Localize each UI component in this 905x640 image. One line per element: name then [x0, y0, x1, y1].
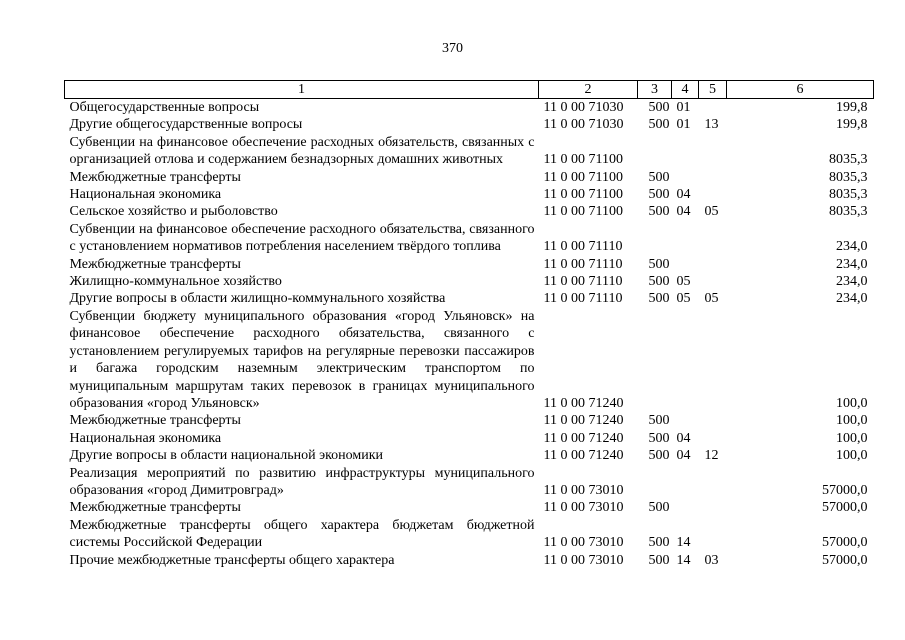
table-row: [65, 447, 874, 464]
row-target-code: 11 0 00 73010: [543, 500, 624, 516]
row-amount: 100,0: [836, 413, 868, 429]
row-subsection: 04: [676, 204, 691, 220]
row-name: Другие вопросы в области жилищно-коммунального хозяйства: [69, 291, 446, 307]
row-expense-type: 03: [704, 552, 719, 568]
row-name: Реализация мероприятий по развитию инфраструктуры муниципального образования «город Димитровград»: [69, 465, 535, 498]
row-target-code: 11 0 00 73010: [543, 552, 624, 568]
row-subsection: 04: [676, 187, 691, 203]
row-expense-type: [699, 169, 727, 186]
row-expense-type: [699, 465, 727, 500]
page-number: 370: [442, 41, 463, 56]
row-subsection: 14: [676, 535, 691, 551]
header-col-3: 3: [638, 81, 672, 99]
row-amount: 100,0: [836, 448, 868, 464]
row-section: [638, 221, 672, 256]
row-subsection: 01: [676, 100, 691, 115]
row-amount: 57000,0: [822, 535, 868, 551]
row-expense-type: [699, 256, 727, 273]
row-target-code: 11 0 00 71110: [543, 291, 623, 307]
row-expense-type: [699, 308, 727, 412]
table-row: [65, 290, 874, 307]
row-subsection: 01: [676, 117, 691, 133]
table-row: [65, 412, 874, 429]
row-section: 500: [648, 274, 670, 290]
table-row: [65, 256, 874, 273]
row-subsection: 04: [676, 448, 691, 464]
table-row: [65, 203, 874, 220]
row-target-code: 11 0 00 71030: [543, 117, 624, 133]
row-target-code: 11 0 00 71100: [543, 204, 623, 220]
row-target-code: 11 0 00 71030: [543, 100, 624, 115]
row-subsection: [672, 308, 699, 412]
row-name: Субвенции на финансовое обеспечение расходных обязательств, связанных с организацией отлова и содержанием безнадзорных домашних животных: [69, 134, 535, 168]
table-row: [65, 169, 874, 186]
row-target-code: 11 0 00 71110: [543, 274, 623, 290]
row-name: Другие вопросы в области национальной экономики: [69, 448, 384, 464]
row-name: Прочие межбюджетные трансферты общего характера: [69, 552, 395, 568]
row-target-code: 11 0 00 71100: [543, 187, 623, 203]
table-row: [65, 99, 874, 117]
row-section: 500: [648, 256, 670, 272]
row-expense-type: [699, 517, 727, 552]
row-section: [638, 465, 672, 500]
row-name: Субвенции бюджету муниципального образования «город Ульяновск» на финансовое обеспечение расходного обязательства, связанного с установлением регулируемых тарифов на регулярные перевозки пассажиров и багажа городским наземным электрическим транспортом по муниципальным маршрутам таких перевозок в границах муниципального образования «город Ульяновск»: [69, 308, 535, 411]
row-expense-type: [699, 499, 727, 516]
row-expense-type: [699, 430, 727, 447]
row-expense-type: 05: [704, 204, 719, 220]
header-col-4: 4: [672, 81, 699, 99]
header-col-1: 1: [65, 81, 539, 99]
row-subsection: [672, 465, 699, 500]
row-section: 500: [648, 204, 670, 220]
row-name: Общегосударственные вопросы: [69, 100, 260, 115]
row-target-code: 11 0 00 71110: [543, 256, 623, 272]
row-expense-type: 12: [704, 448, 719, 464]
row-amount: 234,0: [836, 274, 868, 290]
row-target-code: 11 0 00 71240: [543, 430, 624, 446]
row-subsection: [672, 169, 699, 186]
row-section: 500: [648, 430, 670, 446]
table-row: [65, 552, 874, 569]
table-row: [65, 308, 874, 412]
row-target-code: 11 0 00 71240: [543, 448, 624, 464]
row-section: [638, 134, 672, 169]
row-amount: 199,8: [836, 100, 868, 115]
row-name: Межбюджетные трансферты: [69, 500, 241, 516]
table-row: [65, 273, 874, 290]
row-subsection: [672, 256, 699, 273]
row-name: Субвенции на финансовое обеспечение расходного обязательства, связанного с установлением нормативов потребления населением твёрдого топлива: [69, 221, 535, 255]
row-subsection: 05: [676, 291, 691, 307]
row-section: 500: [648, 535, 670, 551]
table-row: [65, 465, 874, 500]
row-subsection: [672, 221, 699, 256]
row-name: Межбюджетные трансферты: [69, 413, 241, 429]
row-subsection: 14: [676, 552, 691, 568]
row-section: 500: [648, 117, 670, 133]
header-col-2: 2: [539, 81, 638, 99]
row-amount: 234,0: [836, 239, 868, 255]
row-subsection: [672, 412, 699, 429]
row-name: Межбюджетные трансферты: [69, 256, 241, 272]
row-expense-type: [699, 134, 727, 169]
row-section: 500: [648, 500, 670, 516]
row-subsection: 04: [676, 430, 691, 446]
row-target-code: 11 0 00 71100: [543, 152, 623, 168]
row-amount: 57000,0: [822, 500, 868, 516]
row-target-code: 11 0 00 71100: [543, 169, 623, 185]
row-name: Национальная экономика: [69, 430, 222, 446]
row-section: [638, 308, 672, 412]
row-section: 500: [648, 187, 670, 203]
row-section: 500: [648, 448, 670, 464]
row-target-code: 11 0 00 71240: [543, 395, 624, 411]
table-row: [65, 517, 874, 552]
row-amount: 8035,3: [829, 187, 868, 203]
table-body: [65, 99, 874, 569]
row-amount: 100,0: [836, 395, 868, 411]
row-amount: 8035,3: [829, 204, 868, 220]
row-section: 500: [648, 100, 670, 115]
row-amount: 199,8: [836, 117, 868, 133]
row-expense-type: [699, 221, 727, 256]
row-amount: 8035,3: [829, 169, 868, 185]
row-name: Национальная экономика: [69, 187, 222, 203]
header-row: [65, 81, 874, 99]
table-row: [65, 116, 874, 133]
row-section: 500: [648, 169, 670, 185]
table-row: [65, 430, 874, 447]
row-subsection: 05: [676, 274, 691, 290]
row-subsection: [672, 134, 699, 169]
row-target-code: 11 0 00 73010: [543, 482, 624, 498]
row-name: Межбюджетные трансферты общего характера бюджетам бюджетной системы Российской Федерации: [69, 517, 535, 551]
budget-table: [64, 80, 874, 569]
row-expense-type: [699, 412, 727, 429]
row-name: Жилищно-коммунальное хозяйство: [69, 274, 282, 290]
row-expense-type: [699, 99, 727, 117]
row-expense-type: 05: [704, 291, 719, 307]
row-target-code: 11 0 00 71110: [543, 239, 623, 255]
row-name: Сельское хозяйство и рыболовство: [69, 204, 278, 220]
row-expense-type: 13: [704, 117, 719, 133]
table-row: [65, 221, 874, 256]
row-amount: 234,0: [836, 256, 868, 272]
row-section: 500: [648, 413, 670, 429]
row-section: 500: [648, 291, 670, 307]
row-expense-type: [699, 186, 727, 203]
table-row: [65, 499, 874, 516]
row-expense-type: [699, 273, 727, 290]
row-amount: 57000,0: [822, 552, 868, 568]
row-amount: 234,0: [836, 291, 868, 307]
row-amount: 100,0: [836, 430, 868, 446]
header-col-6: 6: [727, 81, 874, 99]
row-name: Межбюджетные трансферты: [69, 169, 241, 185]
table-row: [65, 186, 874, 203]
row-subsection: [672, 499, 699, 516]
row-amount: 8035,3: [829, 152, 868, 168]
row-amount: 57000,0: [822, 482, 868, 498]
row-target-code: 11 0 00 73010: [543, 535, 624, 551]
row-name: Другие общегосударственные вопросы: [69, 117, 303, 133]
row-section: 500: [648, 552, 670, 568]
header-col-5: 5: [699, 81, 727, 99]
row-target-code: 11 0 00 71240: [543, 413, 624, 429]
table-row: [65, 134, 874, 169]
